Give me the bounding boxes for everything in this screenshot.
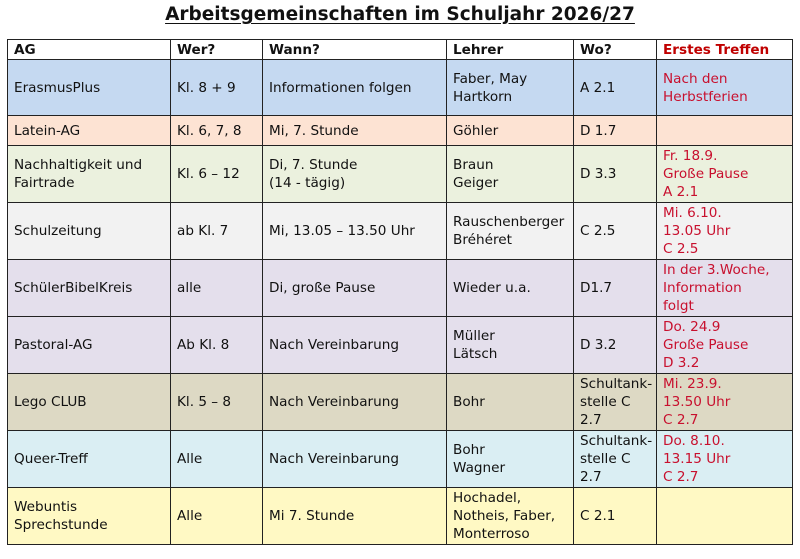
cell-wann: Nach Vereinbarung [263,317,447,374]
cell-lehrer: Braun Geiger [447,146,574,203]
table-row [8,203,793,260]
cell-wo: D 3.2 [574,317,657,374]
cell-ag: Webuntis Sprechstunde [8,488,171,545]
cell-wo: C 2.1 [574,488,657,545]
table-header-row [8,40,793,60]
cell-erstes-treffen: Mi. 6.10. 13.05 Uhr C 2.5 [657,203,793,260]
cell-wo: Schultank- stelle C 2.7 [574,431,657,488]
cell-wann: Mi, 7. Stunde [263,116,447,146]
cell-wo: D1.7 [574,260,657,317]
table-row [8,317,793,374]
cell-ag: Pastoral-AG [8,317,171,374]
cell-wann: Nach Vereinbarung [263,374,447,431]
cell-lehrer: Rauschenberger Bréhéret [447,203,574,260]
cell-erstes-treffen: Do. 24.9 Große Pause D 3.2 [657,317,793,374]
cell-erstes-treffen: Do. 8.10. 13.15 Uhr C 2.7 [657,431,793,488]
cell-erstes-treffen: Fr. 18.9. Große Pause A 2.1 [657,146,793,203]
table-row [8,146,793,203]
header-lehrer: Lehrer [447,40,574,60]
cell-erstes-treffen: In der 3.Woche, Information folgt [657,260,793,317]
cell-erstes-treffen [657,488,793,545]
cell-wer: Kl. 5 – 8 [171,374,263,431]
cell-lehrer: Hochadel, Notheis, Faber, Monterroso [447,488,574,545]
page-title: Arbeitsgemeinschaften im Schuljahr 2026/27 [165,4,635,25]
cell-ag: ErasmusPlus [8,60,171,116]
cell-lehrer: Bohr [447,374,574,431]
cell-wer: Kl. 6 – 12 [171,146,263,203]
cell-erstes-treffen: Mi. 23.9. 13.50 Uhr C 2.7 [657,374,793,431]
cell-ag: Schulzeitung [8,203,171,260]
header-wann: Wann? [263,40,447,60]
table-row [8,374,793,431]
cell-lehrer: Müller Lätsch [447,317,574,374]
table-row [8,488,793,545]
cell-wo: Schultank- stelle C 2.7 [574,374,657,431]
cell-lehrer: Wieder u.a. [447,260,574,317]
cell-wo: D 1.7 [574,116,657,146]
table-row [8,116,793,146]
cell-ag: SchülerBibelKreis [8,260,171,317]
cell-lehrer: Faber, May Hartkorn [447,60,574,116]
cell-wer: Alle [171,488,263,545]
table-row [8,431,793,488]
cell-wann: Di, große Pause [263,260,447,317]
cell-ag: Nachhaltigkeit und Fairtrade [8,146,171,203]
cell-wer: Alle [171,431,263,488]
cell-ag: Lego CLUB [8,374,171,431]
header-ag: AG [8,40,171,60]
cell-ag: Queer-Treff [8,431,171,488]
cell-wer: alle [171,260,263,317]
cell-wann: Mi 7. Stunde [263,488,447,545]
cell-wann: Mi, 13.05 – 13.50 Uhr [263,203,447,260]
cell-wo: A 2.1 [574,60,657,116]
cell-wann: Nach Vereinbarung [263,431,447,488]
cell-lehrer: Göhler [447,116,574,146]
cell-wann: Informationen folgen [263,60,447,116]
cell-erstes-treffen [657,116,793,146]
cell-wer: Ab Kl. 8 [171,317,263,374]
cell-wer: Kl. 6, 7, 8 [171,116,263,146]
cell-wo: D 3.3 [574,146,657,203]
cell-erstes-treffen: Nach den Herbstferien [657,60,793,116]
cell-wer: Kl. 8 + 9 [171,60,263,116]
cell-wann: Di, 7. Stunde (14 - tägig) [263,146,447,203]
cell-wer: ab Kl. 7 [171,203,263,260]
header-erstes-treffen: Erstes Treffen [657,40,793,60]
header-wer: Wer? [171,40,263,60]
cell-lehrer: Bohr Wagner [447,431,574,488]
ag-table [7,39,793,545]
table-row [8,260,793,317]
cell-ag: Latein-AG [8,116,171,146]
table-row [8,60,793,116]
cell-wo: C 2.5 [574,203,657,260]
header-wo: Wo? [574,40,657,60]
